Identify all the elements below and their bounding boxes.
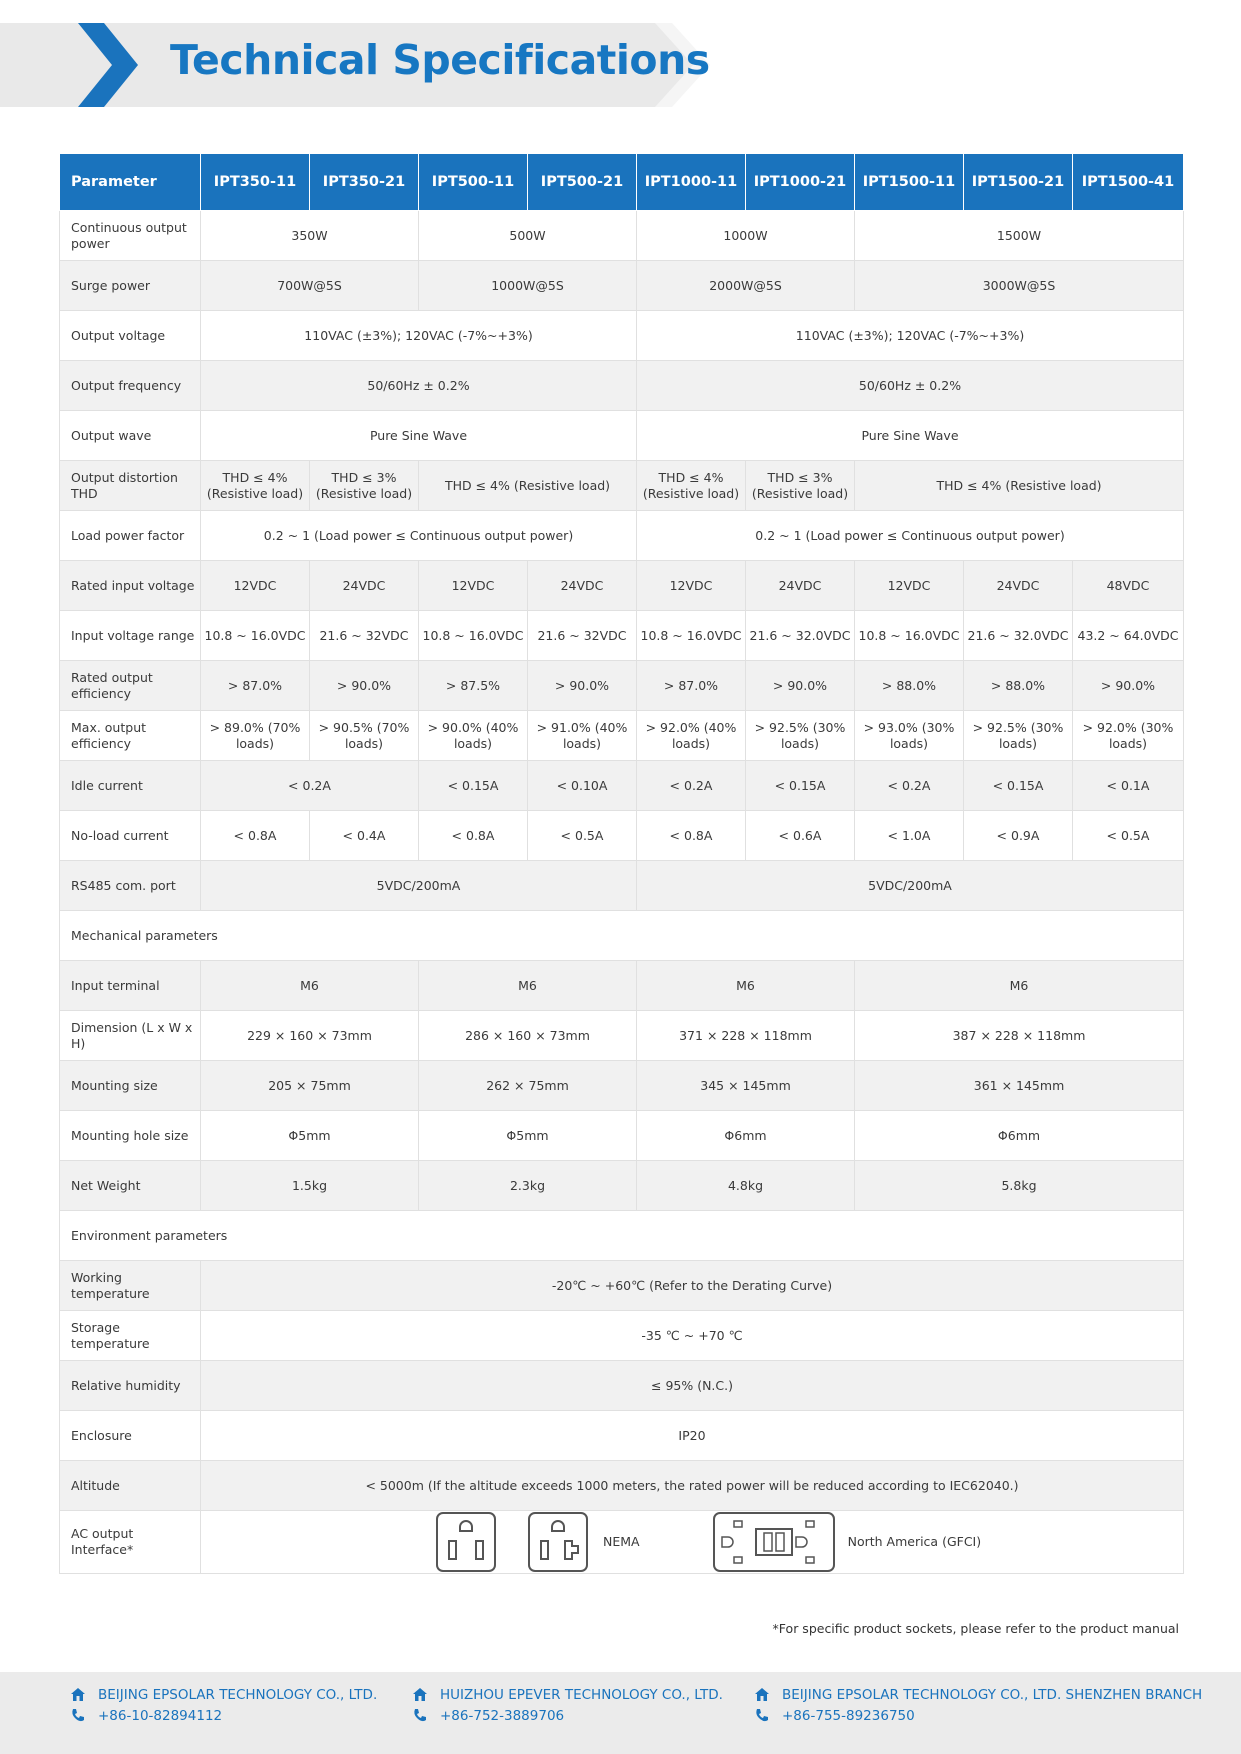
table-cell: 110VAC (±3%); 120VAC (-7%~+3%) bbox=[201, 311, 637, 361]
table-cell: 371 × 228 × 118mm bbox=[637, 1011, 855, 1061]
table-row bbox=[60, 1261, 1184, 1311]
table-row bbox=[60, 411, 1184, 461]
table-row bbox=[60, 961, 1184, 1011]
table-row bbox=[60, 811, 1184, 861]
table-cell: 10.8 ~ 16.0VDC bbox=[419, 611, 528, 661]
row-label: Mounting hole size bbox=[60, 1111, 201, 1161]
gfci-label: North America (GFCI) bbox=[847, 1534, 982, 1549]
row-label: AC output Interface* bbox=[60, 1511, 201, 1574]
table-cell: THD ≤ 3% (Resistive load) bbox=[310, 461, 419, 511]
table-cell: < 0.15A bbox=[419, 761, 528, 811]
table-cell: Φ5mm bbox=[419, 1111, 637, 1161]
table-cell: < 0.2A bbox=[855, 761, 964, 811]
header-model: IPT1500-11 bbox=[855, 154, 964, 211]
row-label: Input terminal bbox=[60, 961, 201, 1011]
outlet-icon bbox=[527, 1511, 589, 1573]
table-cell: Pure Sine Wave bbox=[201, 411, 637, 461]
table-cell: 5.8kg bbox=[855, 1161, 1184, 1211]
table-cell: M6 bbox=[419, 961, 637, 1011]
table-row bbox=[60, 211, 1184, 261]
table-cell: 24VDC bbox=[746, 561, 855, 611]
table-cell: 350W bbox=[201, 211, 419, 261]
table-cell: < 0.4A bbox=[310, 811, 419, 861]
table-cell: 5VDC/200mA bbox=[201, 861, 637, 911]
row-label: Output frequency bbox=[60, 361, 201, 411]
row-label: Idle current bbox=[60, 761, 201, 811]
table-cell: 1000W bbox=[637, 211, 855, 261]
table-cell: < 0.9A bbox=[964, 811, 1073, 861]
header-model: IPT1000-11 bbox=[637, 154, 746, 211]
table-row bbox=[60, 311, 1184, 361]
company-name: BEIJING EPSOLAR TECHNOLOGY CO., LTD. bbox=[98, 1686, 378, 1703]
table-cell: > 90.0% bbox=[1073, 661, 1184, 711]
table-cell: THD ≤ 4% (Resistive load) bbox=[855, 461, 1184, 511]
table-row bbox=[60, 1461, 1184, 1511]
header-model: IPT1500-41 bbox=[1073, 154, 1184, 211]
table-cell: < 1.0A bbox=[855, 811, 964, 861]
row-label: Rated output efficiency bbox=[60, 661, 201, 711]
table-row bbox=[60, 461, 1184, 511]
table-cell: M6 bbox=[201, 961, 419, 1011]
table-cell: M6 bbox=[637, 961, 855, 1011]
table-row bbox=[60, 761, 1184, 811]
table-row bbox=[60, 1161, 1184, 1211]
header-model: IPT350-21 bbox=[310, 154, 419, 211]
table-cell: 2.3kg bbox=[419, 1161, 637, 1211]
table-cell: < 5000m (If the altitude exceeds 1000 meters, the rated power will be reduced according to IEC62040.) bbox=[201, 1461, 1184, 1511]
row-label: Enclosure bbox=[60, 1411, 201, 1461]
row-label: Relative humidity bbox=[60, 1361, 201, 1411]
header-model: IPT1000-21 bbox=[746, 154, 855, 211]
table-cell: 12VDC bbox=[855, 561, 964, 611]
nema-label: NEMA bbox=[603, 1534, 640, 1549]
table-cell: M6 bbox=[855, 961, 1184, 1011]
table-row bbox=[60, 861, 1184, 911]
footer-contact bbox=[412, 1684, 723, 1726]
table-cell: > 90.0% (40% loads) bbox=[419, 711, 528, 761]
table-cell: 0.2 ~ 1 (Load power ≤ Continuous output power) bbox=[637, 511, 1184, 561]
footer-company-line bbox=[412, 1684, 723, 1705]
table-cell: > 88.0% bbox=[855, 661, 964, 711]
table-row bbox=[60, 1061, 1184, 1111]
table-cell: -35 ℃ ~ +70 ℃ bbox=[201, 1311, 1184, 1361]
header-model: IPT500-11 bbox=[419, 154, 528, 211]
table-cell: 500W bbox=[419, 211, 637, 261]
table-cell: 12VDC bbox=[419, 561, 528, 611]
table-row bbox=[60, 711, 1184, 761]
phone-icon bbox=[754, 1708, 770, 1723]
row-label: Max. output efficiency bbox=[60, 711, 201, 761]
table-cell: < 0.5A bbox=[1073, 811, 1184, 861]
section-title: Environment parameters bbox=[60, 1211, 1184, 1261]
table-row bbox=[60, 1311, 1184, 1361]
table-cell: > 87.5% bbox=[419, 661, 528, 711]
header-model: IPT500-21 bbox=[528, 154, 637, 211]
phone-icon bbox=[412, 1708, 428, 1723]
footer-company-line bbox=[754, 1684, 1202, 1705]
spec-table bbox=[59, 153, 1184, 1574]
table-cell: Φ6mm bbox=[855, 1111, 1184, 1161]
table-cell: 262 × 75mm bbox=[419, 1061, 637, 1111]
table-cell: < 0.8A bbox=[201, 811, 310, 861]
table-row bbox=[60, 261, 1184, 311]
table-row bbox=[60, 1011, 1184, 1061]
row-label: RS485 com. port bbox=[60, 861, 201, 911]
table-cell: THD ≤ 4% (Resistive load) bbox=[201, 461, 310, 511]
row-label: Storage temperature bbox=[60, 1311, 201, 1361]
table-cell: 700W@5S bbox=[201, 261, 419, 311]
table-cell: > 87.0% bbox=[637, 661, 746, 711]
table-cell: > 91.0% (40% loads) bbox=[528, 711, 637, 761]
row-label: Surge power bbox=[60, 261, 201, 311]
table-cell: > 87.0% bbox=[201, 661, 310, 711]
table-cell: THD ≤ 4% (Resistive load) bbox=[637, 461, 746, 511]
table-cell: < 0.1A bbox=[1073, 761, 1184, 811]
table-cell: > 92.0% (40% loads) bbox=[637, 711, 746, 761]
footer bbox=[0, 1672, 1241, 1754]
table-row bbox=[60, 511, 1184, 561]
row-label: Continuous output power bbox=[60, 211, 201, 261]
table-cell: 43.2 ~ 64.0VDC bbox=[1073, 611, 1184, 661]
table-cell: > 89.0% (70% loads) bbox=[201, 711, 310, 761]
table-cell: > 92.0% (30% loads) bbox=[1073, 711, 1184, 761]
table-cell: 21.6 ~ 32.0VDC bbox=[964, 611, 1073, 661]
table-cell: 21.6 ~ 32VDC bbox=[528, 611, 637, 661]
table-cell: 10.8 ~ 16.0VDC bbox=[637, 611, 746, 661]
table-cell: > 90.0% bbox=[528, 661, 637, 711]
table-cell: > 90.0% bbox=[310, 661, 419, 711]
table-cell: 10.8 ~ 16.0VDC bbox=[201, 611, 310, 661]
footer-phone-line bbox=[412, 1705, 723, 1726]
table-cell: 50/60Hz ± 0.2% bbox=[637, 361, 1184, 411]
home-icon bbox=[70, 1687, 86, 1702]
row-label: Output wave bbox=[60, 411, 201, 461]
footnote: *For specific product sockets, please refer to the product manual bbox=[772, 1621, 1179, 1636]
table-cell: 1500W bbox=[855, 211, 1184, 261]
table-cell: 24VDC bbox=[310, 561, 419, 611]
table-cell: IP20 bbox=[201, 1411, 1184, 1461]
table-cell: < 0.8A bbox=[637, 811, 746, 861]
table-cell: < 0.10A bbox=[528, 761, 637, 811]
row-label: Load power factor bbox=[60, 511, 201, 561]
footer-contact bbox=[70, 1684, 377, 1726]
section-row bbox=[60, 1211, 1184, 1261]
table-cell: < 0.6A bbox=[746, 811, 855, 861]
section-row bbox=[60, 911, 1184, 961]
home-icon bbox=[754, 1687, 770, 1702]
table-cell: < 0.2A bbox=[637, 761, 746, 811]
footer-contact bbox=[754, 1684, 1202, 1726]
row-label: Output distortion THD bbox=[60, 461, 201, 511]
table-row bbox=[60, 611, 1184, 661]
outlet-icon bbox=[435, 1511, 497, 1573]
table-cell: 4.8kg bbox=[637, 1161, 855, 1211]
page-title: Technical Specifications bbox=[170, 36, 710, 84]
table-cell: < 0.8A bbox=[419, 811, 528, 861]
table-cell: 286 × 160 × 73mm bbox=[419, 1011, 637, 1061]
table-cell: 229 × 160 × 73mm bbox=[201, 1011, 419, 1061]
table-row bbox=[60, 1361, 1184, 1411]
table-cell: Φ6mm bbox=[637, 1111, 855, 1161]
phone-number: +86-10-82894112 bbox=[98, 1707, 223, 1724]
section-title: Mechanical parameters bbox=[60, 911, 1184, 961]
table-cell: 1.5kg bbox=[201, 1161, 419, 1211]
phone-number: +86-752-3889706 bbox=[440, 1707, 565, 1724]
table-cell: > 88.0% bbox=[964, 661, 1073, 711]
table-cell: 2000W@5S bbox=[637, 261, 855, 311]
table-cell: 48VDC bbox=[1073, 561, 1184, 611]
table-cell: 387 × 228 × 118mm bbox=[855, 1011, 1184, 1061]
table-cell: 21.6 ~ 32.0VDC bbox=[746, 611, 855, 661]
table-header-row bbox=[60, 154, 1184, 211]
table-row bbox=[60, 361, 1184, 411]
company-name: BEIJING EPSOLAR TECHNOLOGY CO., LTD. SHENZHEN BRANCH bbox=[782, 1686, 1203, 1703]
table-cell: 3000W@5S bbox=[855, 261, 1184, 311]
table-row bbox=[60, 561, 1184, 611]
gfci-outlet-icon bbox=[712, 1511, 836, 1573]
table-cell: ≤ 95% (N.C.) bbox=[201, 1361, 1184, 1411]
table-cell: > 92.5% (30% loads) bbox=[964, 711, 1073, 761]
table-cell: 10.8 ~ 16.0VDC bbox=[855, 611, 964, 661]
header-model: IPT1500-21 bbox=[964, 154, 1073, 211]
table-cell: 205 × 75mm bbox=[201, 1061, 419, 1111]
row-label: Mounting size bbox=[60, 1061, 201, 1111]
table-cell: < 0.2A bbox=[201, 761, 419, 811]
table-row bbox=[60, 1111, 1184, 1161]
table-cell: 1000W@5S bbox=[419, 261, 637, 311]
row-label: Input voltage range bbox=[60, 611, 201, 661]
ac-interface-cell bbox=[201, 1511, 1184, 1574]
footer-phone-line bbox=[754, 1705, 1202, 1726]
table-cell: > 90.0% bbox=[746, 661, 855, 711]
table-cell: 110VAC (±3%); 120VAC (-7%~+3%) bbox=[637, 311, 1184, 361]
row-label: Rated input voltage bbox=[60, 561, 201, 611]
company-name: HUIZHOU EPEVER TECHNOLOGY CO., LTD. bbox=[440, 1686, 723, 1703]
header-model: IPT350-11 bbox=[201, 154, 310, 211]
table-cell: < 0.5A bbox=[528, 811, 637, 861]
table-cell: 345 × 145mm bbox=[637, 1061, 855, 1111]
footer-phone-line bbox=[70, 1705, 377, 1726]
table-cell: > 92.5% (30% loads) bbox=[746, 711, 855, 761]
table-cell: -20℃ ~ +60℃ (Refer to the Derating Curve) bbox=[201, 1261, 1184, 1311]
header-parameter: Parameter bbox=[60, 154, 201, 211]
table-row bbox=[60, 1411, 1184, 1461]
table-cell: 24VDC bbox=[964, 561, 1073, 611]
table-cell: > 93.0% (30% loads) bbox=[855, 711, 964, 761]
row-label: Dimension (L x W x H) bbox=[60, 1011, 201, 1061]
table-row bbox=[60, 1511, 1184, 1574]
phone-icon bbox=[70, 1708, 86, 1723]
row-label: Working temperature bbox=[60, 1261, 201, 1311]
table-cell: 24VDC bbox=[528, 561, 637, 611]
table-cell: 50/60Hz ± 0.2% bbox=[201, 361, 637, 411]
footer-company-line bbox=[70, 1684, 377, 1705]
row-label: No-load current bbox=[60, 811, 201, 861]
table-cell: 0.2 ~ 1 (Load power ≤ Continuous output power) bbox=[201, 511, 637, 561]
table-cell: 361 × 145mm bbox=[855, 1061, 1184, 1111]
table-cell: 21.6 ~ 32VDC bbox=[310, 611, 419, 661]
socket-images bbox=[203, 1511, 1181, 1573]
row-label: Output voltage bbox=[60, 311, 201, 361]
table-cell: < 0.15A bbox=[746, 761, 855, 811]
table-cell: Pure Sine Wave bbox=[637, 411, 1184, 461]
table-cell: 12VDC bbox=[201, 561, 310, 611]
table-cell: 5VDC/200mA bbox=[637, 861, 1184, 911]
table-cell: < 0.15A bbox=[964, 761, 1073, 811]
table-row bbox=[60, 661, 1184, 711]
table-cell: THD ≤ 3% (Resistive load) bbox=[746, 461, 855, 511]
phone-number: +86-755-89236750 bbox=[782, 1707, 915, 1724]
table-cell: THD ≤ 4% (Resistive load) bbox=[419, 461, 637, 511]
home-icon bbox=[412, 1687, 428, 1702]
table-cell: Φ5mm bbox=[201, 1111, 419, 1161]
table-cell: > 90.5% (70% loads) bbox=[310, 711, 419, 761]
row-label: Altitude bbox=[60, 1461, 201, 1511]
table-cell: 12VDC bbox=[637, 561, 746, 611]
row-label: Net Weight bbox=[60, 1161, 201, 1211]
